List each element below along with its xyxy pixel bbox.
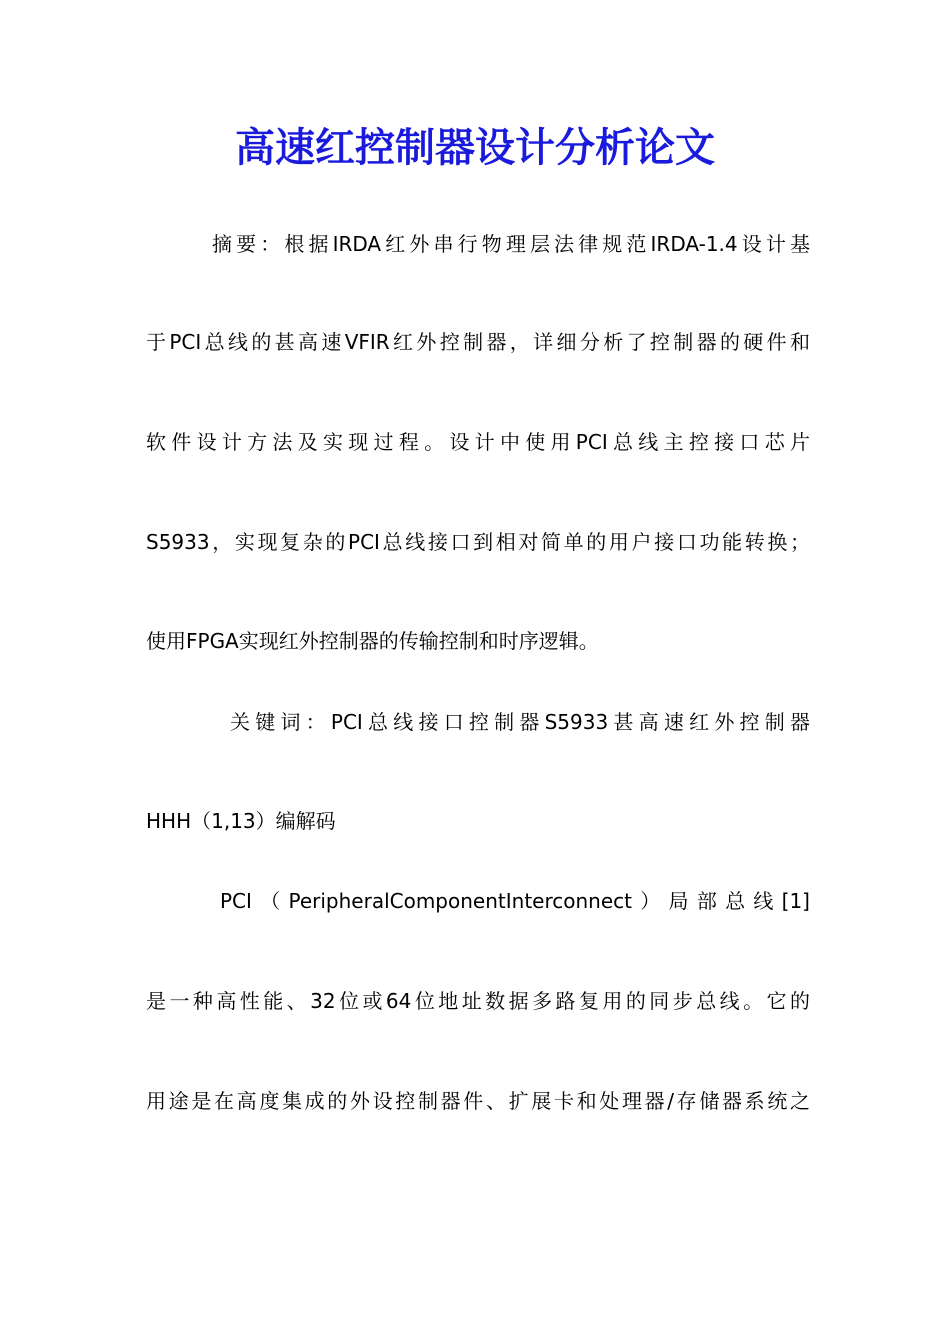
document-title: 高速红控制器设计分析论文 <box>235 124 715 171</box>
body-line-1: PCI（PeripheralComponentInterconnect）局部总线[1] <box>220 889 810 913</box>
keywords-line-2: HHH（1,13）编解码 <box>146 809 336 833</box>
abstract-line-5: 使用FPGA实现红外控制器的传输控制和时序逻辑。 <box>146 629 599 653</box>
body-line-3: 用途是在高度集成的外设控制器件、扩展卡和处理器/存储器系统之 <box>146 1089 810 1113</box>
body-line-2: 是一种高性能、32位或64位地址数据多路复用的同步总线。它的 <box>146 989 810 1013</box>
abstract-line-4: S5933，实现复杂的PCI总线接口到相对简单的用户接口功能转换； <box>146 530 810 554</box>
abstract-line-3: 软件设计方法及实现过程。设计中使用PCI总线主控接口芯片 <box>146 430 810 454</box>
abstract-line-2: 于PCI总线的甚高速VFIR红外控制器，详细分析了控制器的硬件和 <box>146 330 810 354</box>
abstract-line-1: 摘要：根据IRDA红外串行物理层法律规范IRDA-1.4设计基 <box>212 232 810 256</box>
keywords-line-1: 关键词：PCI总线接口控制器S5933甚高速红外控制器 <box>230 710 810 734</box>
